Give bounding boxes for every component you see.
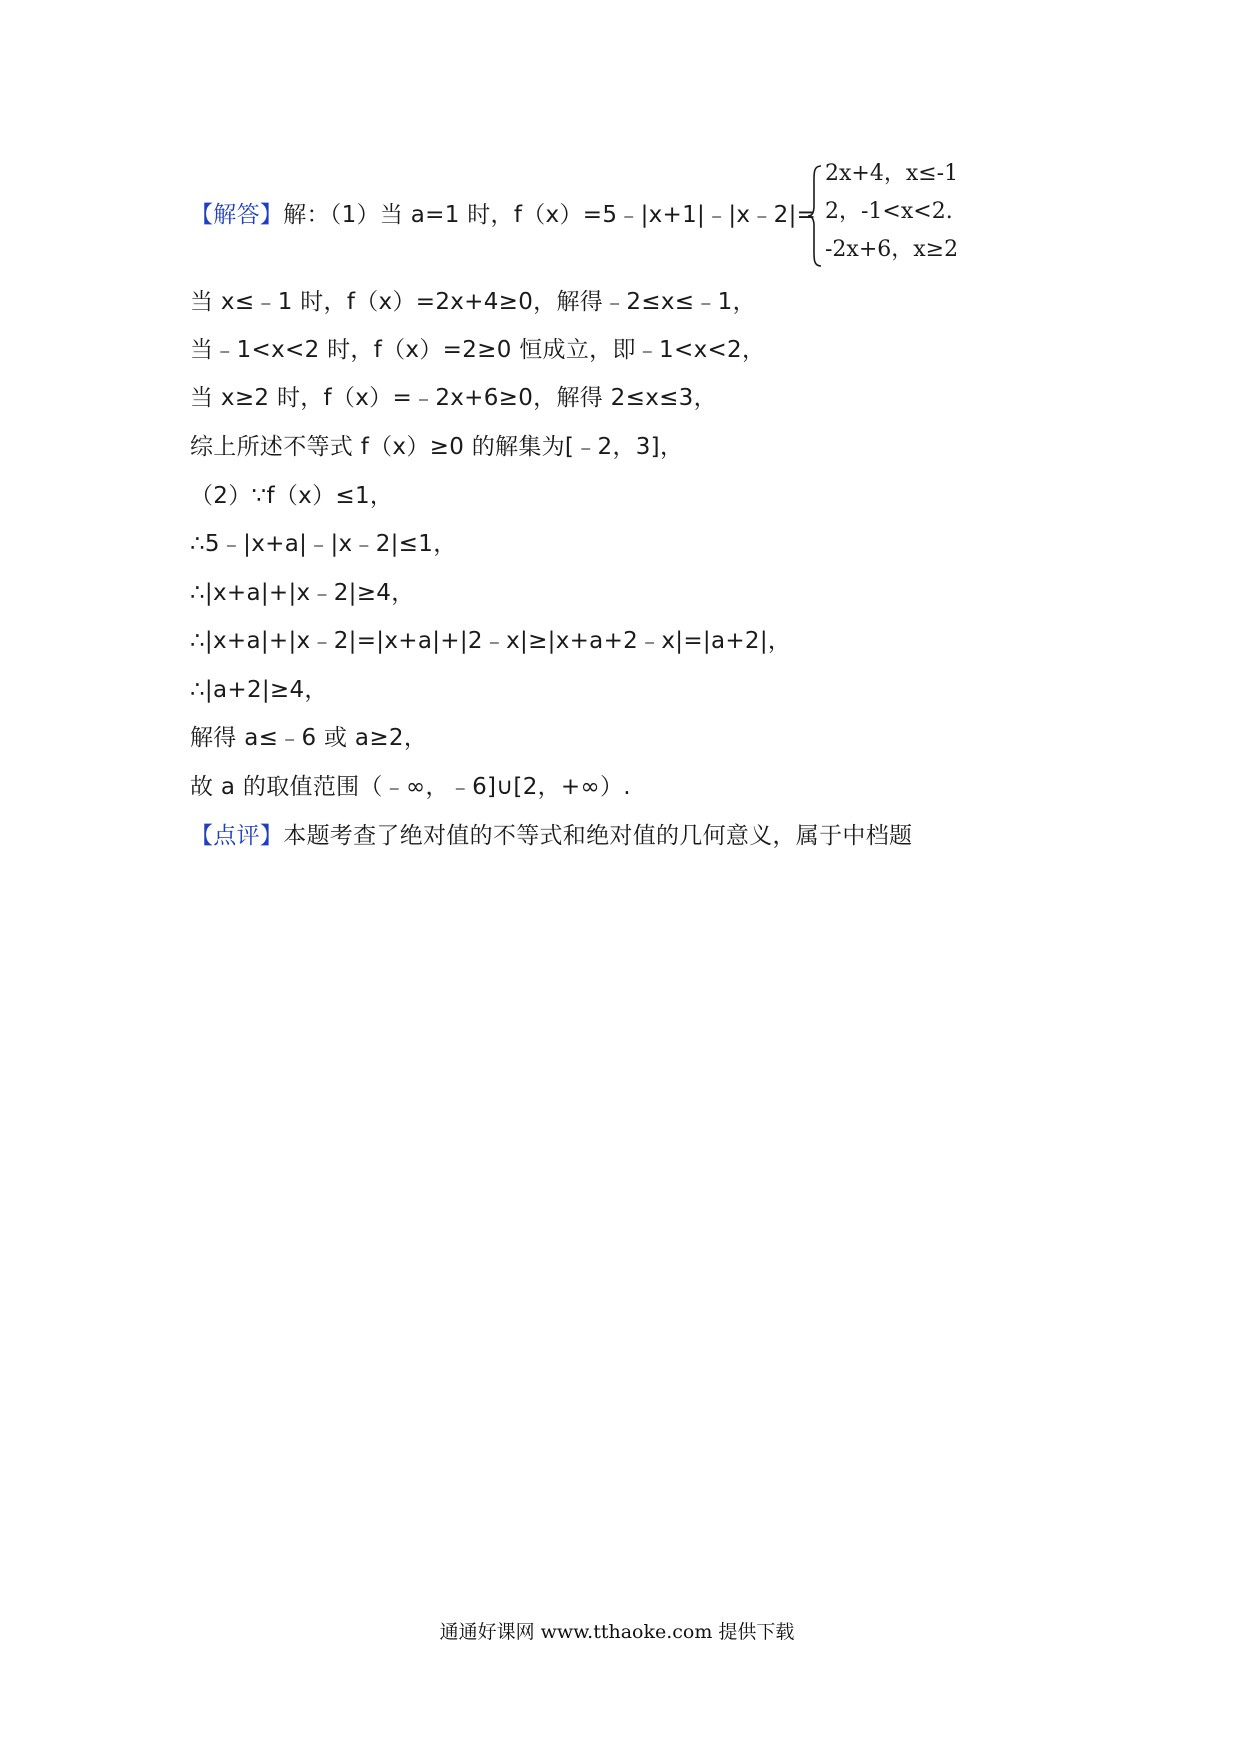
piecewise-function bbox=[807, 160, 987, 270]
solution-line: 当 x≤﹣1 时，f（x）=2x+4≥0，解得﹣2≤x≤﹣1， bbox=[190, 289, 756, 315]
solution-line: ∴|x+a|+|x﹣2|≥4， bbox=[190, 580, 415, 606]
solution-tag: 【解答】 bbox=[190, 202, 284, 228]
solution-line: 解得 a≤﹣6 或 a≥2， bbox=[190, 725, 428, 751]
solution-line: ∴|a+2|≥4， bbox=[190, 677, 328, 703]
solution-line: 故 a 的取值范围（﹣∞，﹣6]∪[2，+∞）. bbox=[190, 774, 631, 800]
solution-line: ∴5﹣|x+a|﹣|x﹣2|≤1， bbox=[190, 531, 457, 557]
solution-line: 综上所述不等式 f（x）≥0 的解集为[﹣2，3]， bbox=[190, 434, 684, 460]
comment-line bbox=[190, 821, 912, 851]
comment-text: 本题考查了绝对值的不等式和绝对值的几何意义，属于中档题 bbox=[283, 823, 913, 849]
left-brace-icon bbox=[807, 164, 823, 268]
comment-tag: 【点评】 bbox=[190, 823, 284, 849]
solution-first-line bbox=[190, 200, 816, 230]
page-footer: 通通好课网 www.tthaoke.com 提供下载 bbox=[439, 1621, 795, 1643]
solution-line: 当﹣1<x<2 时，f（x）=2≥0 恒成立，即﹣1<x<2， bbox=[190, 337, 766, 363]
solution-line: 当 x≥2 时，f（x）=﹣2x+6≥0，解得 2≤x≤3， bbox=[190, 385, 717, 411]
solution-line: （2）∵f（x）≤1， bbox=[190, 483, 394, 509]
piecewise-case-2: 2，-1<x<2. bbox=[825, 199, 953, 224]
solution-line1-text: 解：（1）当 a=1 时，f（x）=5﹣|x+1|﹣|x﹣2|= bbox=[283, 202, 817, 228]
solution-line: ∴|x+a|+|x﹣2|=|x+a|+|2﹣x|≥|x+a+2﹣x|=|a+2|， bbox=[190, 628, 792, 654]
piecewise-case-1: 2x+4，x≤-1 bbox=[825, 161, 959, 186]
piecewise-case-3: -2x+6，x≥2 bbox=[825, 237, 959, 262]
